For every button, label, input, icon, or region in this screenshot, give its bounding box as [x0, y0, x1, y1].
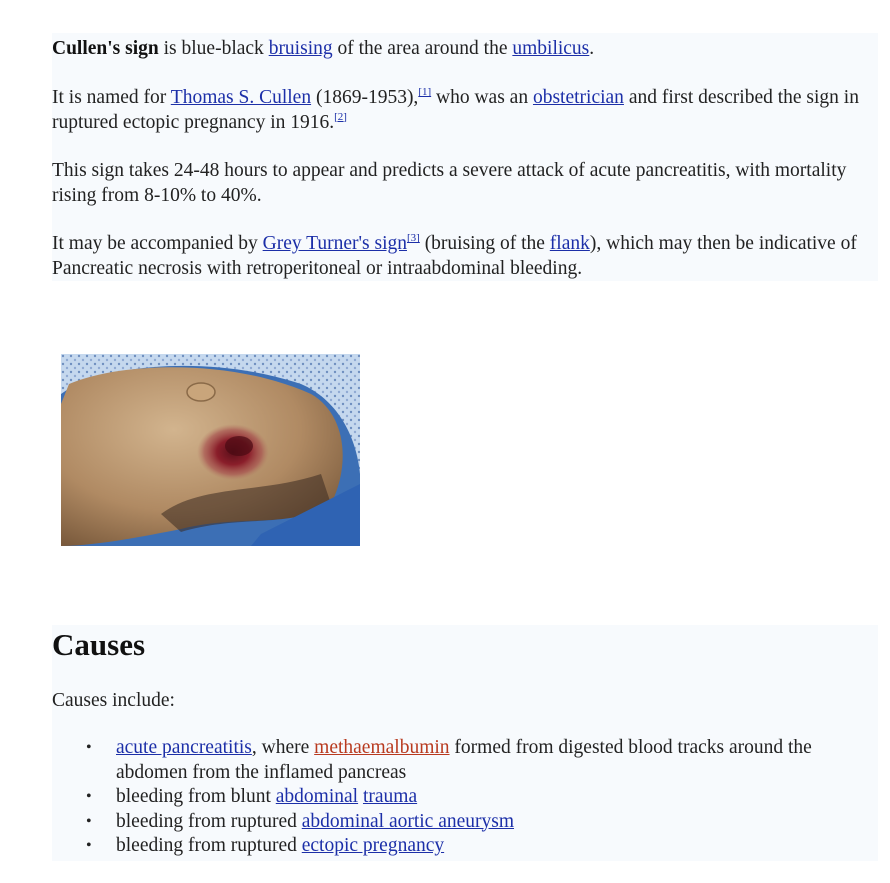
text: It may be accompanied by	[52, 233, 263, 254]
causes-list	[52, 736, 878, 859]
text: and first described the sign in ruptured ectopic pregnancy in 1916.	[52, 87, 859, 133]
list-item	[86, 785, 878, 810]
cullens-sign-photo	[61, 354, 360, 546]
text: (1869-1953),	[311, 87, 419, 108]
causes-intro: Causes include:	[52, 690, 175, 711]
reference-3-link[interactable]: [3]	[406, 232, 420, 244]
text: It is named for	[52, 87, 171, 108]
text: (bruising of the	[419, 233, 550, 254]
causes-heading: Causes	[52, 627, 146, 662]
text: bleeding from ruptured	[116, 835, 302, 856]
text: is blue-black	[158, 38, 269, 59]
text: bleeding from ruptured	[116, 810, 302, 832]
text: formed from digested blood tracks around the abdomen from the inflamed pancreas	[116, 737, 812, 783]
link-abdominal[interactable]: abdominal	[275, 786, 359, 807]
link-abdominal-aortic-aneurysm[interactable]: abdominal aortic aneurysm	[301, 810, 515, 832]
link-methaemalbumin[interactable]: methaemalbumin	[314, 737, 450, 758]
link-trauma[interactable]: trauma	[362, 786, 418, 807]
list-item	[86, 736, 878, 785]
intro-section	[52, 33, 878, 281]
reference-1-link[interactable]: [1]	[418, 86, 432, 98]
text: .	[589, 38, 595, 59]
bullet-icon: •	[86, 837, 92, 854]
link-bruising[interactable]: bruising	[268, 38, 333, 59]
bullet-icon: •	[86, 788, 92, 805]
text: of the area around the	[332, 38, 513, 59]
bullet-icon: •	[86, 739, 92, 756]
list-item	[86, 810, 878, 835]
text: ), which may then be indicative of Pancreatic necrosis with retroperitoneal or intraabdominal bleeding.	[52, 233, 857, 279]
reference-2-link[interactable]: [2]	[334, 110, 347, 123]
text: who was an	[431, 87, 533, 108]
term-cullens-sign: Cullen's sign	[52, 38, 159, 59]
link-thomas-cullen[interactable]: Thomas S. Cullen	[170, 87, 312, 108]
definition-paragraph	[52, 37, 878, 62]
naming-paragraph	[52, 86, 878, 135]
link-grey-turners-sign[interactable]: Grey Turner's sign	[262, 233, 407, 254]
accompanying-sign-paragraph	[52, 232, 878, 281]
causes-section	[52, 625, 878, 861]
text: bleeding from blunt	[116, 786, 276, 807]
link-flank[interactable]: flank	[549, 233, 590, 254]
prognosis-paragraph: This sign takes 24-48 hours to appear and predicts a severe attack of acute pancreatitis, with mortality rising from 8-10% to 40%.	[52, 160, 847, 206]
text: , where	[251, 737, 315, 758]
list-item	[86, 834, 878, 859]
bullet-icon: •	[86, 812, 92, 830]
link-acute-pancreatitis[interactable]: acute pancreatitis	[116, 737, 252, 758]
link-ectopic-pregnancy[interactable]: ectopic pregnancy	[301, 835, 445, 856]
link-obstetrician[interactable]: obstetrician	[532, 87, 624, 108]
link-umbilicus[interactable]: umbilicus	[512, 38, 590, 59]
